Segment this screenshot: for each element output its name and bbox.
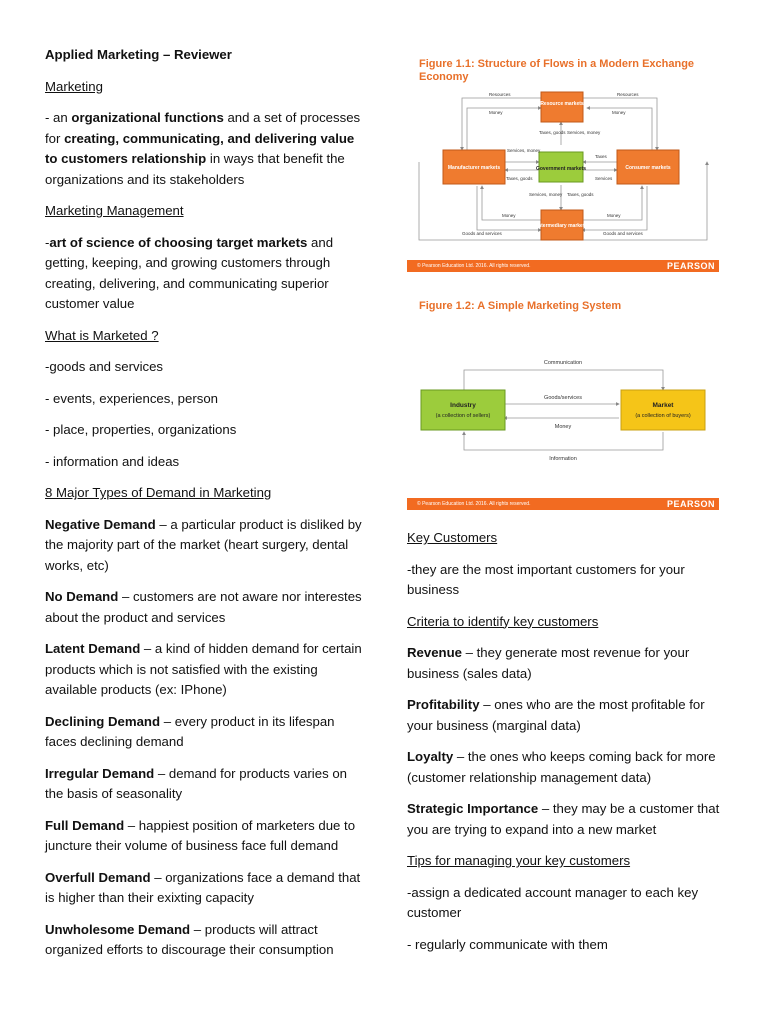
- figure2-publisher-logo: PEARSON: [666, 499, 715, 509]
- government-markets-label: Government markets: [535, 166, 587, 172]
- label-services-money-bot: Services, money: [529, 192, 563, 197]
- label-goods-services-right: Goods and services: [603, 231, 643, 236]
- demand-item: Unwholesome Demand – products will attract organized efforts to discourage their consumption: [45, 921, 334, 957]
- marketing-definition: - an organizational functions and a set of processes for creating, communicating, and delivering value to customers relationship in ways that benefit the organizations and its stakeholders: [45, 110, 361, 187]
- label-resources-2: Resources: [617, 92, 639, 97]
- what-is-marketed-heading: What is Marketed ?: [45, 327, 159, 343]
- criteria-heading: Criteria to identify key customers: [407, 613, 599, 629]
- flow-resources-left: [462, 98, 541, 150]
- figure2-title: Figure 1.2: A Simple Marketing System: [419, 300, 622, 312]
- flow-resources-right: [581, 98, 657, 150]
- label-taxes-goods-top: Taxes, goods: [539, 130, 566, 135]
- industry-label: Industry: [450, 402, 476, 409]
- market-label: Market: [652, 402, 674, 409]
- tips-heading: Tips for managing your key customers: [407, 853, 631, 868]
- label-taxes-goods-bot: Taxes, goods: [567, 192, 594, 197]
- label-services: Services: [595, 176, 613, 181]
- tip-item: -assign a dedicated account manager to each key customer: [407, 884, 699, 920]
- label-services-money-top: Services, money: [567, 130, 601, 135]
- criteria-item: Loyalty – the ones who keeps coming back for more (customer relationship management data): [407, 749, 716, 785]
- right-column: [407, 528, 725, 966]
- marketed-item: - events, experiences, person: [45, 390, 218, 406]
- label-resources: Resources: [489, 92, 511, 97]
- demand-item: Declining Demand – every product in its lifespan faces declining demand: [45, 713, 335, 749]
- figure1-publisher-logo: PEARSON: [666, 261, 715, 271]
- demand-item: Irregular Demand – demand for products varies on the basis of seasonality: [45, 765, 347, 801]
- demand-item: Overfull Demand – organizations face a demand that is higher than their exixting capacity: [45, 869, 361, 905]
- industry-sublabel: (a collection of sellers): [435, 413, 491, 419]
- flow-money-tl: [467, 108, 541, 150]
- demand-item: Full Demand – happiest position of marketers due to juncture their volume of business face full demand: [45, 817, 356, 853]
- demand-item: Negative Demand – a particular product is disliked by the majority part of the market (heart surgery, dental works, etc): [45, 516, 362, 573]
- figure1-copyright: © Pearson Education Ltd. 2016. All rights reserved.: [417, 263, 531, 269]
- criteria-item: Revenue – they generate most revenue for your business (sales data): [407, 645, 690, 681]
- key-customers-heading: Key Customers: [407, 530, 498, 545]
- criteria-item: Profitability – ones who are the most profitable for your business (marginal data): [407, 697, 705, 733]
- label-taxes-goods-left: Taxes, goods: [506, 176, 533, 181]
- label-goods-services-left: Goods and services: [462, 231, 502, 236]
- label-money-tl: Money: [489, 110, 503, 115]
- figure1-footer: [407, 260, 719, 272]
- left-column: [45, 45, 365, 972]
- industry-box: [421, 390, 505, 430]
- resource-markets-box: [541, 92, 583, 122]
- label-money-bl: Money: [502, 213, 516, 218]
- market-box: [621, 390, 705, 430]
- market-sublabel: (a collection of buyers): [635, 413, 691, 419]
- figure-simple-marketing-system: [407, 296, 719, 512]
- figure-flows-exchange-economy: [407, 52, 719, 272]
- label-money-br: Money: [607, 213, 621, 218]
- demand-item: No Demand – customers are not aware nor interestes about the product and services: [45, 589, 362, 625]
- label-information: Information: [549, 456, 577, 462]
- flow-information: [464, 432, 663, 450]
- figure1-title-line2: Economy: [419, 71, 469, 83]
- marketed-item: - information and ideas: [45, 453, 180, 469]
- figure2-diagram: [407, 346, 719, 496]
- marketing-management-heading: Marketing Management: [45, 203, 184, 218]
- marketed-item: -goods and services: [45, 359, 164, 374]
- demand-types-heading: 8 Major Types of Demand in Marketing: [45, 485, 272, 500]
- label-money: Money: [554, 424, 572, 430]
- figure2-footer: [407, 498, 719, 510]
- figure1-title-line1: Figure 1.1: Structure of Flows in a Modern Exchange: [419, 58, 695, 70]
- demand-item: Latent Demand – a kind of hidden demand for certain products which is not satisfied with the existing available products (ex: IPhone): [45, 641, 362, 697]
- intermediary-markets-label: Intermediary markets: [536, 223, 588, 229]
- criteria-item: Strategic Importance – they may be a customer that you are trying to expand into a new market: [407, 801, 720, 837]
- label-communication: Communication: [543, 360, 583, 366]
- flow-communication: [464, 370, 663, 390]
- key-customers-definition: -they are the most important customers for your business: [407, 561, 685, 597]
- document-title: Applied Marketing – Reviewer: [45, 47, 232, 62]
- marketing-management-definition: -art of science of choosing target markets and getting, keeping, and growing customers through creating, delivering, and communicating superior customer value: [45, 234, 334, 311]
- figure2-copyright: © Pearson Education Ltd. 2016. All rights reserved.: [417, 501, 531, 507]
- consumer-markets-label: Consumer markets: [625, 165, 671, 171]
- label-money-tr: Money: [612, 110, 626, 115]
- label-services-money-left: Services, money: [507, 148, 541, 153]
- label-goods-services: Goods/services: [544, 395, 582, 401]
- manufacturer-markets-label: Manufacturer markets: [447, 165, 501, 171]
- tip-item: - regularly communicate with them: [407, 936, 608, 952]
- marketed-item: - place, properties, organizations: [45, 422, 237, 437]
- marketing-heading: Marketing: [45, 78, 103, 94]
- label-taxes: Taxes: [595, 154, 607, 159]
- resource-markets-label: Resource markets: [540, 101, 584, 107]
